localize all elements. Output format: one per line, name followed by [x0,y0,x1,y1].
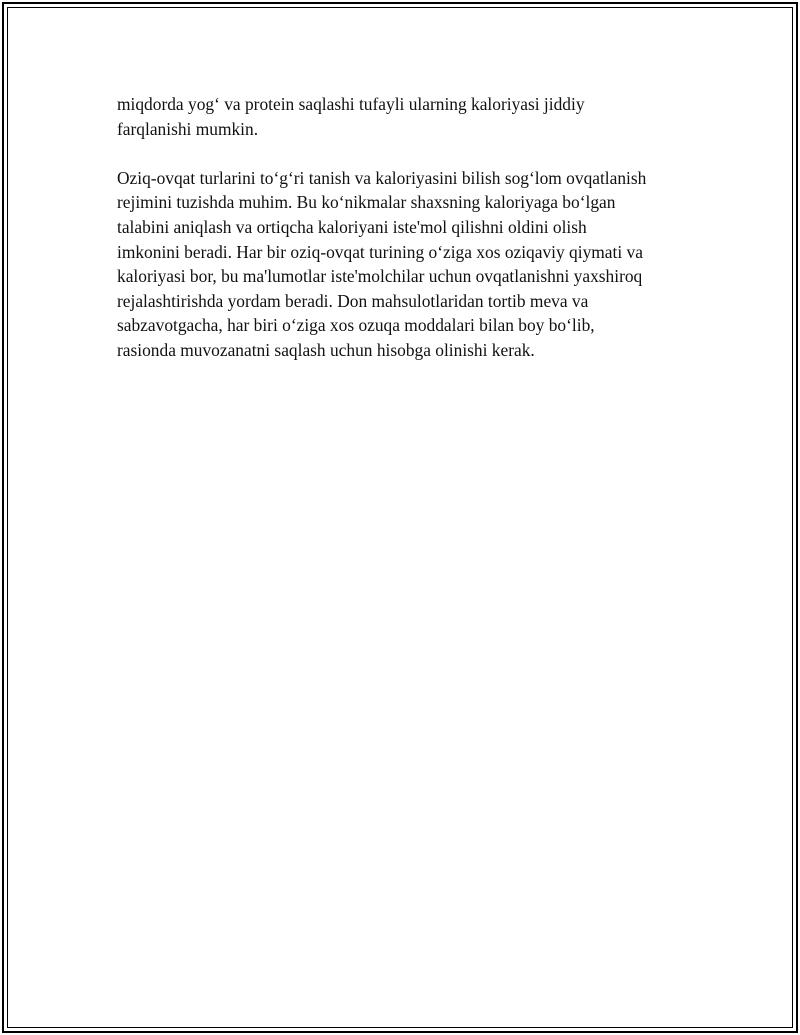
document-body [117,92,697,363]
paragraph-food-types-importance: Oziq-ovqat turlarini to‘g‘ri tanish va kaloriyasini bilish sog‘lom ovqatlanish rejimini tuzishda muhim. Bu ko‘nikmalar shaxsning kaloriyaga bo‘lgan talabini aniqlash va ortiqcha kaloriyani iste'mol qilishni oldini olish imkonini beradi. Har bir oziq-ovqat turining o‘ziga xos oziqaviy qiymati va kaloriyasi bor, bu ma'lumotlar iste'molchilar uchun ovqatlanishni yaxshiroq rejalashtirishda yordam beradi. Don mahsulotlaridan tortib meva va sabzavotgacha, har biri o‘ziga xos ozuqa moddalari bilan boy bo‘lib, rasionda muvozanatni saqlash uchun hisobga olinishi kerak. [117,167,647,360]
paragraph-calorie-difference: miqdorda yog‘ va protein saqlashi tufayli ularning kaloriyasi jiddiy farqlanishi mumkin. [117,94,585,139]
